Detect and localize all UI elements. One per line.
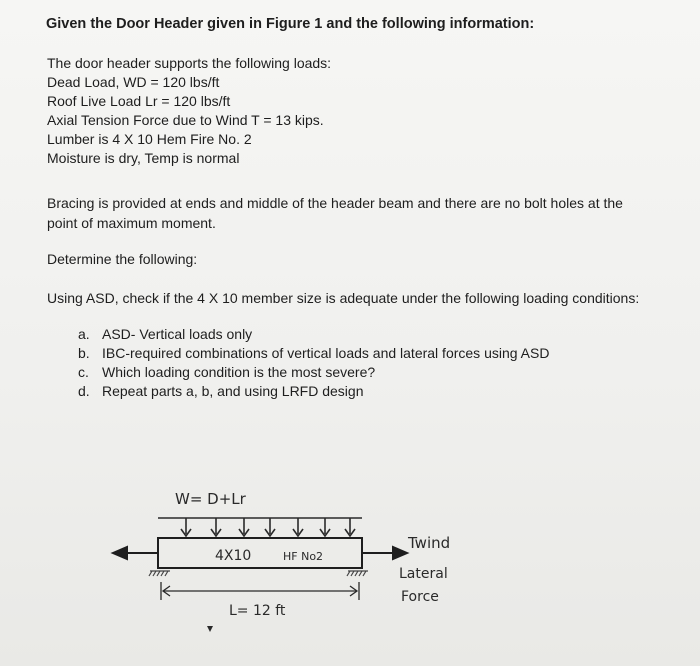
determine-text: Determine the following: [47,251,198,267]
problem-title: Given the Door Header given in Figure 1 and the following information: [46,16,535,32]
bracing-line-1: Bracing is provided at ends and middle of the header beam and there are no bolt holes at the [47,195,623,211]
list-item-label: b. [78,345,90,361]
grade-label: HF No2 [283,550,324,563]
determine-heading [47,250,197,269]
left-arrowhead [113,547,127,559]
givens-intro: The door header supports the following loads: [47,55,332,71]
list-item-label: d. [78,383,90,399]
lateral-label: Lateral [399,566,448,582]
lumber-spec: Lumber is 4 X 10 Hem Fire No. 2 [47,131,252,147]
list-item [78,382,549,401]
list-item [78,325,549,344]
list-item-label: a. [78,326,90,342]
list-item-text: Repeat parts a, b, and using LRFD design [102,383,364,399]
force-label: Force [401,589,439,605]
distributed-load [158,518,362,536]
pen-mark [207,626,213,632]
member-label: 4X10 [215,548,252,564]
list-item [78,344,549,363]
span-label: L= 12 ft [229,603,286,619]
load-label: W= D+Lr [175,490,246,508]
list-item-text: IBC-required combinations of vertical loads and lateral forces using ASD [102,345,550,361]
right-arrowhead [393,547,407,559]
span-dimension [161,582,359,600]
dead-load: Dead Load, WD = 120 lbs/ft [47,74,220,90]
using-asd-paragraph [47,289,639,308]
list-item-label: c. [78,364,89,380]
left-support-hatch [149,571,168,576]
load-arrowheads [181,529,355,536]
bracing-line-2: point of maximum moment. [47,215,216,231]
roof-live-load: Roof Live Load Lr = 120 lbs/ft [47,93,231,109]
axial-tension: Axial Tension Force due to Wind T = 13 kips. [47,112,324,128]
wind-label: Twind [408,534,451,552]
moisture-temp: Moisture is dry, Temp is normal [47,150,240,166]
list-item-text: Which loading condition is the most severe? [102,364,376,380]
list-item [78,363,549,382]
parts-list [78,325,549,401]
givens-block [47,54,331,168]
list-item-text: ASD- Vertical loads only [102,326,253,342]
supports [149,571,368,576]
header-beam-figure [0,470,700,666]
beam [158,538,362,568]
using-asd-text: Using ASD, check if the 4 X 10 member size is adequate under the following loading conditions: [47,290,640,306]
right-support-hatch [347,571,366,576]
bracing-paragraph [47,193,667,233]
